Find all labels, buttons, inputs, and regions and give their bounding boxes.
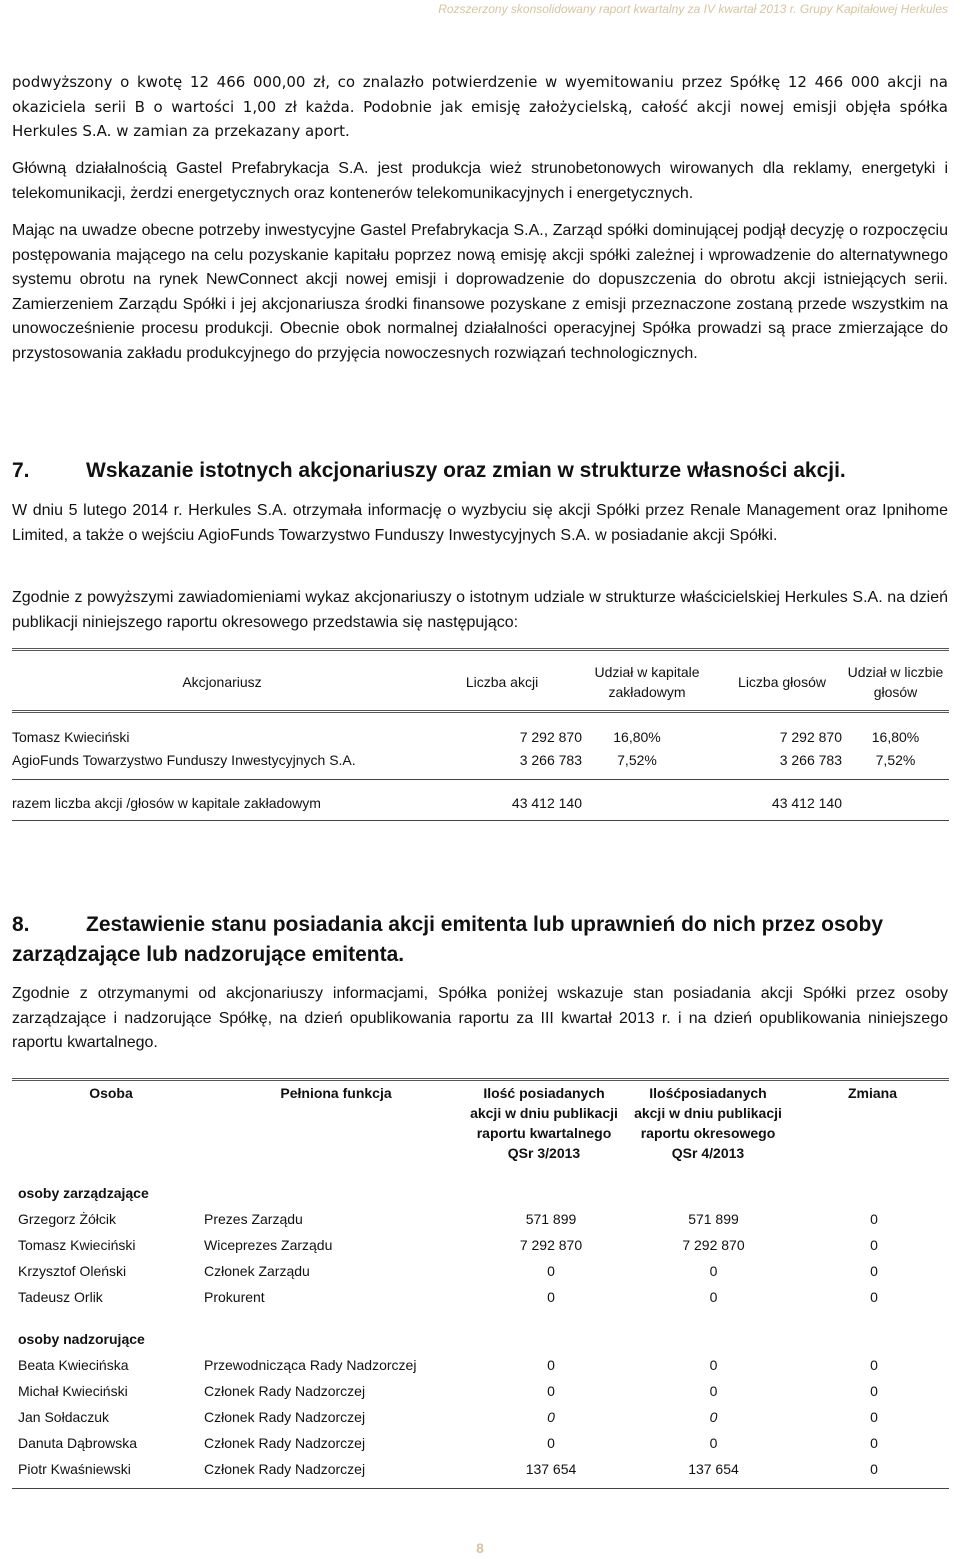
person-function: Członek Rady Nadzorczej xyxy=(204,1409,366,1425)
holdings-q4: 0 xyxy=(709,1263,718,1279)
holdings-change: 0 xyxy=(870,1409,878,1425)
group-row-supervisory xyxy=(12,1326,949,1352)
holdings-change: 0 xyxy=(870,1211,878,1227)
person-function: Prokurent xyxy=(204,1289,265,1305)
header-function: Pełniona funkcja xyxy=(280,1085,392,1101)
group-label: osoby zarządzające xyxy=(18,1185,149,1201)
table-2-top-rule xyxy=(12,1078,949,1081)
table-1-top-rule xyxy=(12,648,949,651)
holdings-q3: 137 654 xyxy=(525,1461,577,1477)
table-row xyxy=(12,1378,949,1404)
person-function: Członek Rady Nadzorczej xyxy=(204,1461,366,1477)
holdings-q4: 7 292 870 xyxy=(682,1237,745,1253)
running-header: Rozszerzony skonsolidowany raport kwartalny za IV kwartał 2013 r. Grupy Kapitałowej Herkules xyxy=(438,2,948,16)
shareholders-table-header xyxy=(12,656,949,708)
vote-count: 3 266 783 xyxy=(779,751,842,768)
table-row xyxy=(12,725,949,748)
holdings-change: 0 xyxy=(870,1435,878,1451)
share-count: 7 292 870 xyxy=(519,728,582,745)
shareholders-total xyxy=(12,791,949,814)
holdings-table-header xyxy=(12,1083,949,1163)
person-name: Tadeusz Orlik xyxy=(18,1289,103,1305)
group-row-management xyxy=(12,1180,949,1206)
holdings-q3: 0 xyxy=(547,1263,555,1279)
table-1-total-rule xyxy=(12,779,949,780)
header-holdings-q3: Ilość posiadanych akcji w dniu publikacji raportu kwartalnego QSr 3/2013 xyxy=(470,1085,618,1161)
header-change: Zmiana xyxy=(847,1085,897,1101)
holdings-q3: 0 xyxy=(547,1357,555,1373)
total-shares: 43 412 140 xyxy=(511,794,582,811)
person-name: Beata Kwiecińska xyxy=(18,1357,129,1373)
section-8-title: Zestawienie stanu posiadania akcji emitenta lub uprawnień do nich przez osoby zarządzające lub nadzorujące emitenta. xyxy=(12,913,884,966)
holdings-q3: 0 xyxy=(547,1289,555,1305)
vote-count: 7 292 870 xyxy=(779,728,842,745)
shareholder-name: AgioFunds Towarzystwo Funduszy Inwestycyjnych S.A. xyxy=(12,751,356,768)
holdings-change: 0 xyxy=(870,1461,878,1477)
page-number: 8 xyxy=(476,1540,484,1556)
total-votes: 43 412 140 xyxy=(771,794,842,811)
table-2-bottom-rule xyxy=(12,1488,949,1489)
intro-paragraph-3: Mając na uwadze obecne potrzeby inwestycyjne Gastel Prefabrykacja S.A., Zarząd spółki dominującej podjął decyzję o rozpoczęciu postępowania mającego na celu pozyskanie kapitału poprzez nową emisję akcji spółki zależnej i wprowadzenie do alternatywnego systemu obrotu na rynek NewConnect akcji nowej emisji i doprowadzenie do dopuszczenia do obrotu akcji istniejących serii. Zamierzeniem Zarządu Spółki i jej akcjonariusza środki finansowe pozyskane z emisji przeznaczone zostaną przede wszystkim na unowocześnienie procesu produkcji. Obecnie obok normalnej działalności operacyjnej Spółka prowadzi są prace zmierzające do przystosowania zakładu produkcyjnego do przyjęcia nowoczesnych rozwiązań technologicznych. xyxy=(12,222,948,362)
total-label: razem liczba akcji /głosów w kapitale zakładowym xyxy=(12,794,321,811)
table-row xyxy=(12,748,949,771)
table-row xyxy=(12,1430,949,1456)
person-function: Przewodnicząca Rady Nadzorczej xyxy=(204,1357,417,1373)
holdings-q3: 0 xyxy=(547,1409,555,1425)
holdings-change: 0 xyxy=(870,1263,878,1279)
person-name: Danuta Dąbrowska xyxy=(18,1435,138,1451)
table-1-header-rule xyxy=(12,710,949,713)
holdings-change: 0 xyxy=(870,1237,878,1253)
intro-paragraph-1: podwyższony o kwotę 12 466 000,00 zł, co znalazło potwierdzenie w wyemitowaniu przez Spółkę 12 466 000 akcji na okaziciela serii B o wartości 1,00 zł każda. Podobnie jak emisję założycielską, całość akcji nowej emisji objęła spółka Herkules S.A. w zamian za przekazany aport. xyxy=(12,73,948,140)
person-function: Członek Rady Nadzorczej xyxy=(204,1435,366,1451)
share-count: 3 266 783 xyxy=(519,751,582,768)
holdings-change: 0 xyxy=(870,1357,878,1373)
person-name: Michał Kwieciński xyxy=(18,1383,128,1399)
holdings-table xyxy=(12,1180,949,1482)
section-8-paragraph-1: Zgodnie z otrzymanymi od akcjonariuszy informacjami, Spółka poniżej wskazuje stan posiadania akcji Spółki przez osoby zarządzające i nadzorujące Spółkę, na dzień opublikowania raportu za III kwartał 2013 r. i na dzień opublikowania niniejszego raportu kwartalnego. xyxy=(12,985,948,1051)
header-vote-count: Liczba głosów xyxy=(738,674,826,690)
section-7-number: 7. xyxy=(12,459,30,482)
table-row xyxy=(12,1284,949,1310)
person-function: Prezes Zarządu xyxy=(204,1211,303,1227)
holdings-q4: 0 xyxy=(709,1357,718,1373)
holdings-q3: 7 292 870 xyxy=(519,1237,583,1253)
person-name: Grzegorz Żółcik xyxy=(18,1211,117,1227)
person-function: Wiceprezes Zarządu xyxy=(204,1237,333,1253)
person-function: Członek Zarządu xyxy=(204,1263,310,1279)
person-name: Piotr Kwaśniewski xyxy=(18,1461,131,1477)
intro-paragraph-2: Główną działalnością Gastel Prefabrykacja S.A. jest produkcja wież strunobetonowych wirowanych dla reklamy, energetyki i telekomunikacji, żerdzi energetycznych oraz kontenerów telekomunikacyjnych i energetycznych. xyxy=(12,160,948,202)
holdings-q3: 0 xyxy=(547,1383,555,1399)
capital-share: 16,80% xyxy=(613,728,661,745)
holdings-change: 0 xyxy=(870,1383,878,1399)
section-8-heading xyxy=(12,910,948,970)
holdings-q4: 137 654 xyxy=(688,1461,739,1477)
header-share-count: Liczba akcji xyxy=(465,674,539,690)
group-label: osoby nadzorujące xyxy=(18,1331,145,1347)
person-name: Krzysztof Oleński xyxy=(18,1263,127,1279)
holdings-q4: 571 899 xyxy=(688,1211,739,1227)
shareholder-name: Tomasz Kwieciński xyxy=(12,728,130,745)
table-row xyxy=(12,1232,949,1258)
person-name: Jan Sołdaczuk xyxy=(18,1409,110,1425)
holdings-q3: 0 xyxy=(547,1435,555,1451)
holdings-q4: 0 xyxy=(709,1409,718,1425)
table-row xyxy=(12,1352,949,1378)
holdings-change: 0 xyxy=(870,1289,878,1305)
table-row xyxy=(12,1258,949,1284)
total-row xyxy=(12,791,949,814)
shareholders-table xyxy=(12,725,949,771)
holdings-q4: 0 xyxy=(709,1383,718,1399)
holdings-q4: 0 xyxy=(709,1289,718,1305)
person-function: Członek Rady Nadzorczej xyxy=(204,1383,366,1399)
header-capital-share: Udział w kapitale zakładowym xyxy=(594,664,700,700)
section-7-heading xyxy=(12,456,948,486)
table-row xyxy=(12,1206,949,1232)
section-7-paragraph-1: W dniu 5 lutego 2014 r. Herkules S.A. otrzymała informację o wyzbyciu się akcji Spółki przez Renale Management oraz Ipnihome Limited, a także o wejściu AgioFunds Towarzystwo Funduszy Inwestycyjnych S.A. w posiadanie akcji Spółki. xyxy=(12,502,948,544)
section-7-paragraph-2: Zgodnie z powyższymi zawiadomieniami wykaz akcjonariuszy o istotnym udziale w strukturze właścicielskiej Herkules S.A. na dzień publikacji niniejszego raportu okresowego przedstawia się następująco: xyxy=(12,589,948,631)
header-holdings-q4: Ilośćposiadanych akcji w dniu publikacji raportu okresowego QSr 4/2013 xyxy=(634,1085,782,1161)
header-person: Osoba xyxy=(89,1085,133,1101)
person-name: Tomasz Kwieciński xyxy=(18,1237,136,1253)
table-1-bottom-rule xyxy=(12,820,949,821)
vote-share: 16,80% xyxy=(871,728,920,745)
table-row xyxy=(12,1404,949,1430)
holdings-q4: 0 xyxy=(709,1435,718,1451)
capital-share: 7,52% xyxy=(617,751,657,768)
header-vote-share: Udział w liczbie głosów xyxy=(847,664,944,700)
section-7-title: Wskazanie istotnych akcjonariuszy oraz zmian w strukturze własności akcji. xyxy=(86,459,846,482)
vote-share: 7,52% xyxy=(875,751,916,768)
section-8-number: 8. xyxy=(12,913,30,936)
holdings-q3: 571 899 xyxy=(525,1211,577,1227)
header-shareholder: Akcjonariusz xyxy=(182,674,262,690)
table-row xyxy=(12,1456,949,1482)
